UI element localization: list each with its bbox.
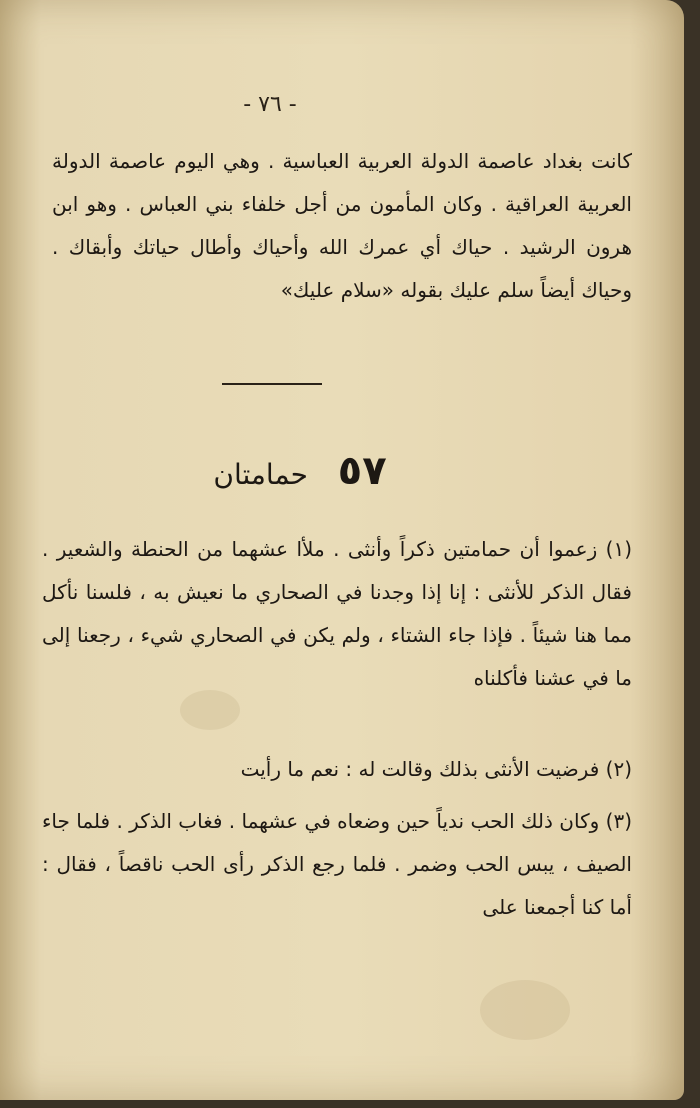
section-title: حمامتان — [213, 458, 308, 491]
intro-paragraph: كانت بغداد عاصمة الدولة العربية العباسية . وهي اليوم عاصمة الدولة العربية العراقية . وكان المأمون من أجل خلفاء بني العباس . وهو ابن هرون الرشيد . حياك أي عمرك الله وأحياك وأطال حياتك وأبقاك . وحياك أيضاً سلم عليك بقوله «سلام عليك» — [52, 149, 632, 302]
section-number: ٥٧ — [337, 448, 387, 494]
section-divider — [222, 383, 322, 385]
paper-stain — [480, 980, 570, 1040]
page-number: - ٧٦ - — [243, 92, 297, 117]
paragraph-3: (٣) وكان ذلك الحب ندياً حين وضعاه في عشهما . فغاب الذكر . فلما جاء الصيف ، يبس الحب وضمر . فلما رجع الذكر رأى الحب ناقصاً ، فقال : أما كنا أجمعنا على — [42, 809, 632, 919]
section-heading — [0, 448, 600, 494]
paragraph-1: (١) زعموا أن حمامتين ذكراً وأنثى . ملأا عشهما من الحنطة والشعير . فقال الذكر للأنثى : إنا إذا وجدنا في الصحاري ما نعيش به ، فلسنا نأكل مما هنا شيئاً . فإذا جاء الشتاء ، ولم يكن في الصحاري شيء ، رجعنا إلى ما في عشنا فأكلناه — [42, 537, 632, 690]
paragraph-2: (٢) فرضيت الأنثى بذلك وقالت له : نعم ما رأيت — [240, 757, 632, 781]
